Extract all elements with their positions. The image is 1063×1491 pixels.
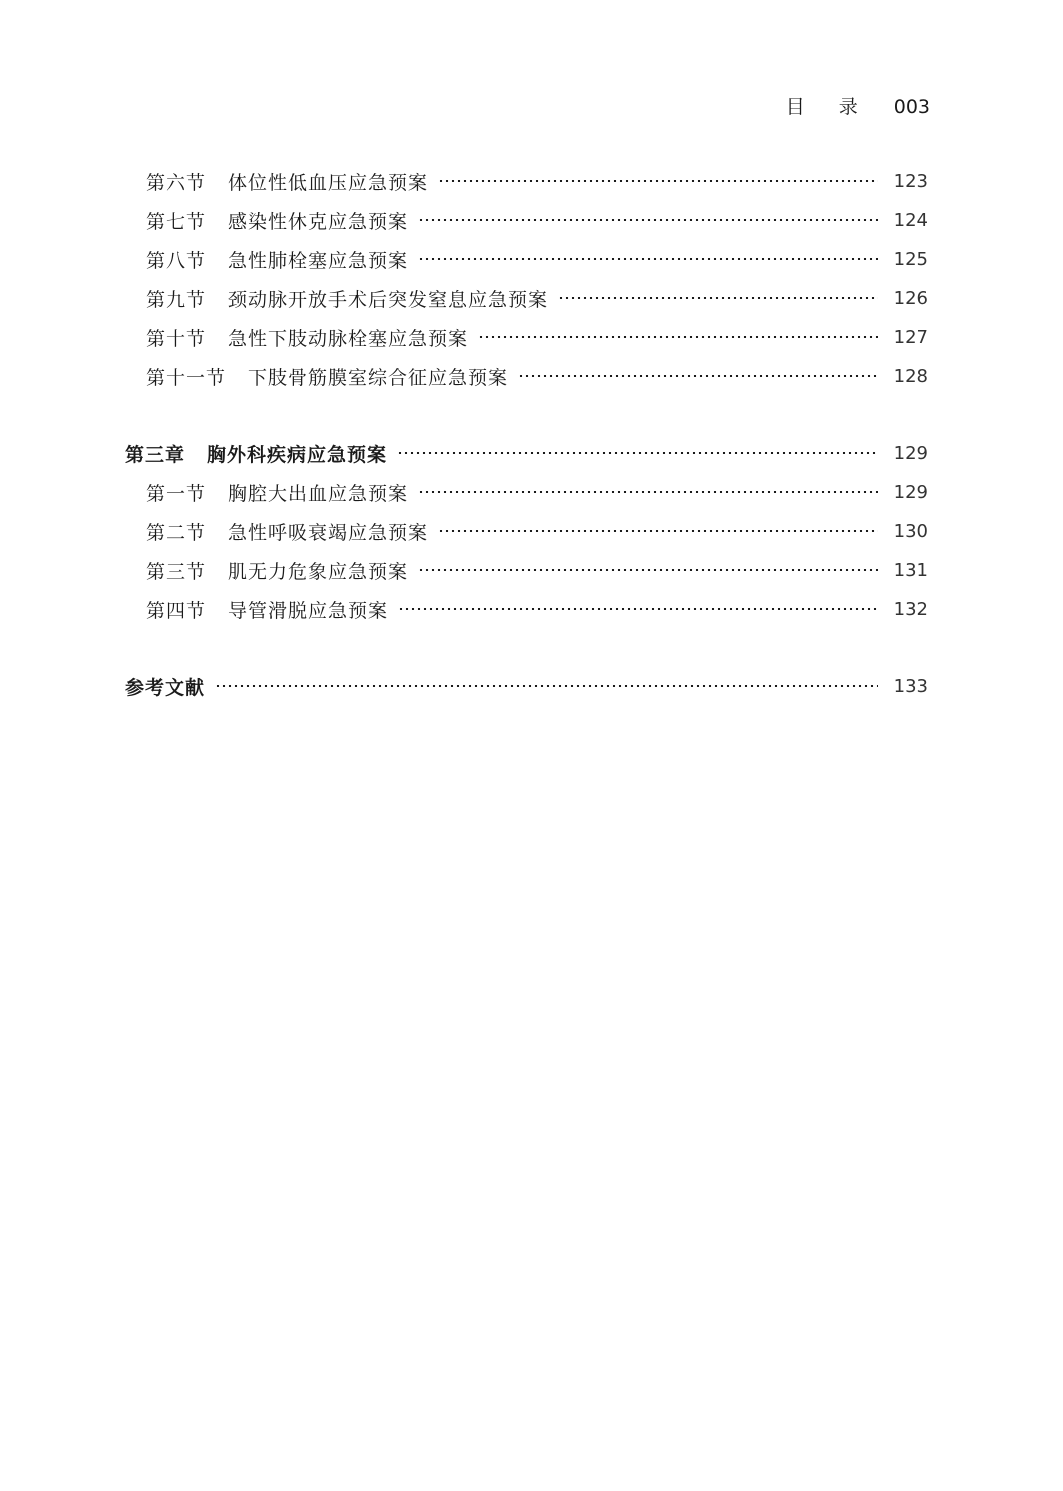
toc-entry[interactable] (0, 594, 1063, 624)
dot-leader (518, 375, 878, 377)
toc-entry-label (0, 479, 408, 506)
dot-leader (558, 297, 878, 299)
toc-entry-label (0, 440, 387, 467)
toc-entry-number: 第十节 (146, 327, 207, 350)
toc-entry-page: 127 (893, 326, 928, 348)
toc-chapter-title: 胸外科疾病应急预案 (207, 443, 388, 466)
toc-entry-page: 129 (893, 442, 928, 464)
toc-entry-label (0, 557, 408, 584)
toc-entry-number: 第九节 (146, 288, 207, 311)
dot-leader (438, 180, 878, 182)
toc-entry-page: 123 (893, 170, 928, 192)
toc-entry-title: 胸腔大出血应急预案 (228, 482, 409, 505)
toc-references-entry[interactable] (0, 671, 1063, 701)
toc-references-title: 参考文献 (125, 676, 206, 699)
toc-entry-number: 第十一节 (146, 366, 227, 389)
toc-entry-title: 下肢骨筋膜室综合征应急预案 (248, 366, 509, 389)
dot-leader (397, 452, 878, 454)
toc-entry[interactable] (0, 477, 1063, 507)
toc-entry-label (0, 285, 548, 312)
toc-entry-page: 129 (893, 481, 928, 503)
toc-entry-label (0, 324, 468, 351)
header-title: 目 录 (785, 96, 872, 118)
toc-entry-page: 133 (893, 675, 928, 697)
toc-entry-title: 急性肺栓塞应急预案 (228, 249, 409, 272)
toc-entry-label (0, 363, 508, 390)
toc-entry-title: 急性呼吸衰竭应急预案 (228, 521, 429, 544)
toc-entry-title: 体位性低血压应急预案 (228, 171, 429, 194)
dot-leader (418, 258, 878, 260)
dot-leader (418, 219, 878, 221)
toc-entry-label (0, 596, 388, 623)
toc-entry-label (0, 207, 408, 234)
toc-entry-number: 第六节 (146, 171, 207, 194)
toc-entry-number: 第一节 (146, 482, 207, 505)
dot-leader (215, 685, 878, 687)
dot-leader (478, 336, 878, 338)
toc-entry-number: 第七节 (146, 210, 207, 233)
header-page-number: 003 (893, 96, 930, 118)
toc-entry-number: 第八节 (146, 249, 207, 272)
toc-entry-title: 导管滑脱应急预案 (228, 599, 389, 622)
toc-entry[interactable] (0, 361, 1063, 391)
toc-chapter-number: 第三章 (125, 443, 186, 466)
toc-entry-page: 124 (893, 209, 928, 231)
toc-entry-page: 132 (893, 598, 928, 620)
toc-entry-number: 第四节 (146, 599, 207, 622)
toc-entry[interactable] (0, 166, 1063, 196)
toc-chapter-entry[interactable] (0, 438, 1063, 468)
dot-leader (398, 608, 878, 610)
dot-leader (418, 491, 878, 493)
toc-entry[interactable] (0, 555, 1063, 585)
toc-entry-number: 第三节 (146, 560, 207, 583)
toc-entry-title: 肌无力危象应急预案 (228, 560, 409, 583)
toc-entry-label (0, 246, 408, 273)
toc-entry-label (0, 673, 205, 700)
running-header (786, 92, 930, 119)
dot-leader (438, 530, 878, 532)
toc-entry[interactable] (0, 244, 1063, 274)
toc-entry-title: 感染性休克应急预案 (228, 210, 409, 233)
toc-entry-title: 急性下肢动脉栓塞应急预案 (228, 327, 469, 350)
toc-entry[interactable] (0, 516, 1063, 546)
toc-entry-page: 126 (893, 287, 928, 309)
toc-entry-label (0, 518, 428, 545)
toc-entry[interactable] (0, 322, 1063, 352)
toc-entry-page: 130 (893, 520, 928, 542)
toc-entry-page: 125 (893, 248, 928, 270)
toc-entry-page: 128 (893, 365, 928, 387)
toc-entry-title: 颈动脉开放手术后突发窒息应急预案 (228, 288, 549, 311)
dot-leader (418, 569, 878, 571)
toc-entry[interactable] (0, 283, 1063, 313)
toc-entry-number: 第二节 (146, 521, 207, 544)
toc-entry[interactable] (0, 205, 1063, 235)
toc-entry-label (0, 168, 428, 195)
toc-entry-page: 131 (893, 559, 928, 581)
